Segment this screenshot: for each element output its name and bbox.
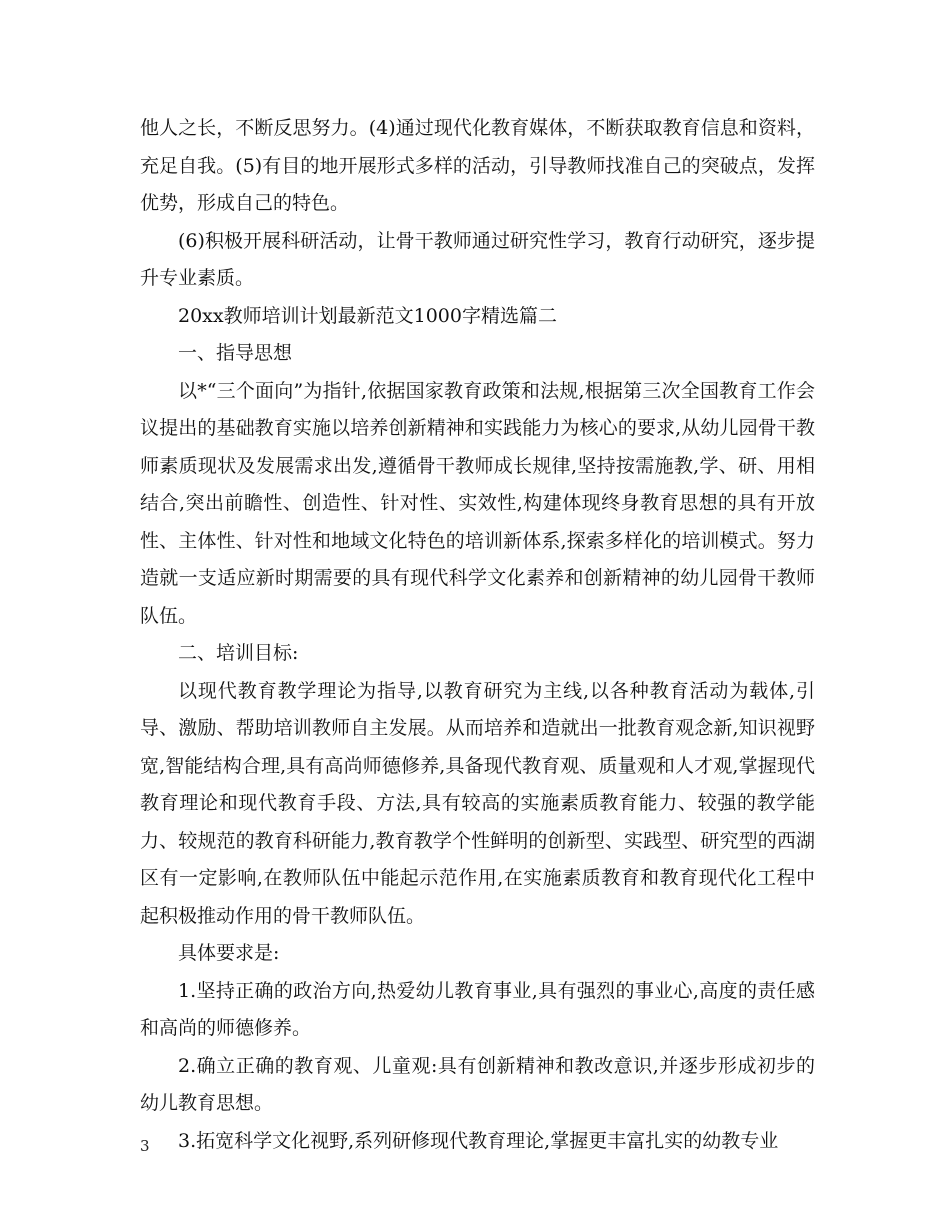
heading-guiding-ideology: 一、指导思想 (178, 342, 293, 364)
document-body (140, 110, 815, 1160)
paragraph-continuation: 他人之长，不断反思努力。(4)通过现代化教育媒体，不断获取教育信息和资料，充足自我。(5)有目的地开展形式多样的活动，引导教师找准自己的突破点，发挥优势，形成自己的特色。 (140, 117, 815, 214)
list-item-requirement-2: 2.确立正确的教育观、儿童观:具有创新精神和教改意识,并逐步形成初步的幼儿教育思想。 (140, 1054, 815, 1114)
paragraph-guiding-ideology: 以*“三个面向”为指针,依据国家教育政策和法规,根据第三次全国教育工作会议提出的基础教育实施以培养创新精神和实践能力为核心的要求,从幼儿园骨干教师素质现状及发展需求出发,遵循骨干教师成长规律,坚持按需施教,学、研、用相结合,突出前瞻性、创造性、针对性、实效性,构建体现终身教育思想的具有开放性、主体性、针对性和地域文化特色的培训新体系,探索多样化的培训模式。努力造就一支适应新时期需要的具有现代科学文化素养和创新精神的幼儿园骨干教师队伍。 (140, 379, 815, 627)
list-item-requirement-1: 1.坚持正确的政治方向,热爱幼儿教育事业,具有强烈的事业心,高度的责任感和高尚的师德修养。 (140, 979, 815, 1039)
section-heading-part-two: 20xx教师培训计划最新范文1000字精选篇二 (178, 304, 557, 327)
page-number: 3 (140, 1137, 150, 1155)
heading-specific-requirements: 具体要求是: (178, 942, 280, 964)
paragraph-research-activities: (6)积极开展科研活动，让骨干教师通过研究性学习，教育行动研究，逐步提升专业素质。 (140, 229, 815, 289)
heading-training-goals: 二、培训目标: (178, 642, 299, 664)
list-item-requirement-3: 3.拓宽科学文化视野,系列研修现代教育理论,掌握更丰富扎实的幼教专业 (178, 1129, 779, 1152)
paragraph-training-goals: 以现代教育教学理论为指导,以教育研究为主线,以各种教育活动为载体,引导、激励、帮助培训教师自主发展。从而培养和造就出一批教育观念新,知识视野宽,智能结构合理,具有高尚师德修养,具备现代教育观、质量观和人才观,掌握现代教育理论和现代教育手段、方法,具有较高的实施素质教育能力、较强的教学能力、较规范的教育科研能力,教育教学个性鲜明的创新型、实践型、研究型的西湖区有一定影响,在教师队伍中能起示范作用,在实施素质教育和教育现代化工程中起积极推动作用的骨干教师队伍。 (140, 679, 815, 927)
